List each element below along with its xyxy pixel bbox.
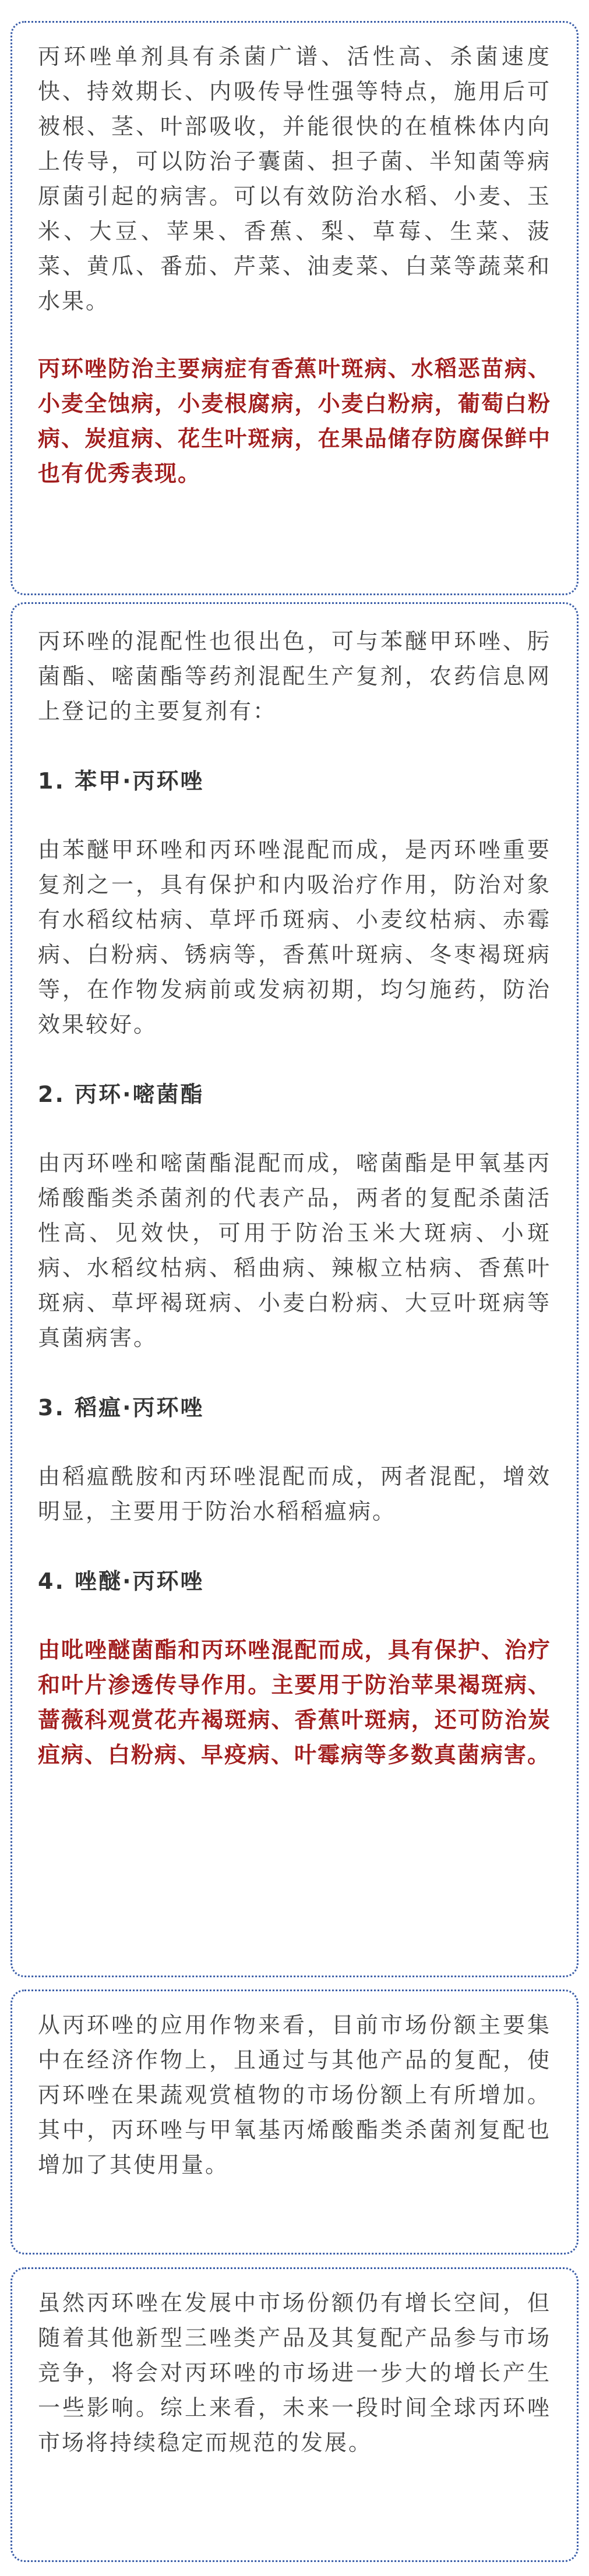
- outlook-card: [10, 2267, 579, 2562]
- mixtures-card: [10, 602, 579, 1977]
- outlook-paragraph: 虽然丙环唑在发展中市场份额仍有增长空间，但随着其他新型三唑类产品及其复配产品参与市场竞争，将会对丙环唑的市场进一步大的增长产生一些影响。综上来看，未来一段时间全球丙环唑市场将持续稳定而规范的发展。: [38, 2290, 551, 2455]
- mixture-heading-1: 1. 苯甲·丙环唑: [38, 768, 204, 794]
- intro-highlight-paragraph: 丙环唑防治主要病症有香蕉叶斑病、水稻恶苗病、小麦全蚀病，小麦根腐病，小麦白粉病，葡萄白粉病、炭疽病、花生叶斑病，在果品储存防腐保鲜中也有优秀表现。: [38, 356, 551, 486]
- mixture-text-3: 由稻瘟酰胺和丙环唑混配而成，两者混配，增效明显，主要用于防治水稻稻瘟病。: [38, 1464, 551, 1524]
- mixture-text-2: 由丙环唑和嘧菌酯混配而成，嘧菌酯是甲氧基丙烯酸酯类杀菌剂的代表产品，两者的复配杀菌活性高、见效快，可用于防治玉米大斑病、小斑病、水稻纹枯病、稻曲病、辣椒立枯病、香蕉叶斑病、草坪褐斑病、小麦白粉病、大豆叶斑病等真菌病害。: [38, 1150, 551, 1351]
- mixture-heading-2: 2. 丙环·嘧菌酯: [38, 1082, 204, 1107]
- market-paragraph: 从丙环唑的应用作物来看，目前市场份额主要集中在经济作物上，且通过与其他产品的复配，使丙环唑在果蔬观赏植物的市场份额上有所增加。其中，丙环唑与甲氧基丙烯酸酯类杀菌剂复配也增加了其使用量。: [38, 2012, 551, 2178]
- intro-card: [10, 21, 579, 595]
- mixture-text-4-highlight: 由吡唑醚菌酯和丙环唑混配而成，具有保护、治疗和叶片渗透传导作用。主要用于防治苹果褐斑病、蔷薇科观赏花卉褐斑病、香蕉叶斑病，还可防治炭疽病、白粉病、早疫病、叶霉病等多数真菌病害。: [38, 1637, 551, 1768]
- intro-paragraph: 丙环唑单剂具有杀菌广谱、活性高、杀菌速度快、持效期长、内吸传导性强等特点，施用后可被根、茎、叶部吸收，并能很快的在植株体内向上传导，可以防治子囊菌、担子菌、半知菌等病原菌引起的病害。可以有效防治水稻、小麦、玉米、大豆、苹果、香蕉、梨、草莓、生菜、菠菜、黄瓜、番茄、芹菜、油麦菜、白菜等蔬菜和水果。: [38, 44, 551, 314]
- market-card: [10, 1990, 579, 2255]
- mixture-heading-3: 3. 稻瘟·丙环唑: [38, 1395, 204, 1420]
- mixture-text-1: 由苯醚甲环唑和丙环唑混配而成，是丙环唑重要复剂之一，具有保护和内吸治疗作用，防治对象有水稻纹枯病、草坪币斑病、小麦纹枯病、赤霉病、白粉病、锈病等，香蕉叶斑病、冬枣褐斑病等，在作物发病前或发病初期，均匀施药，防治效果较好。: [38, 837, 551, 1037]
- mixture-heading-4: 4. 唑醚·丙环唑: [38, 1568, 204, 1594]
- mixtures-intro-paragraph: 丙环唑的混配性也很出色，可与苯醚甲环唑、肟菌酯、嘧菌酯等药剂混配生产复剂，农药信息网上登记的主要复剂有：: [38, 628, 551, 724]
